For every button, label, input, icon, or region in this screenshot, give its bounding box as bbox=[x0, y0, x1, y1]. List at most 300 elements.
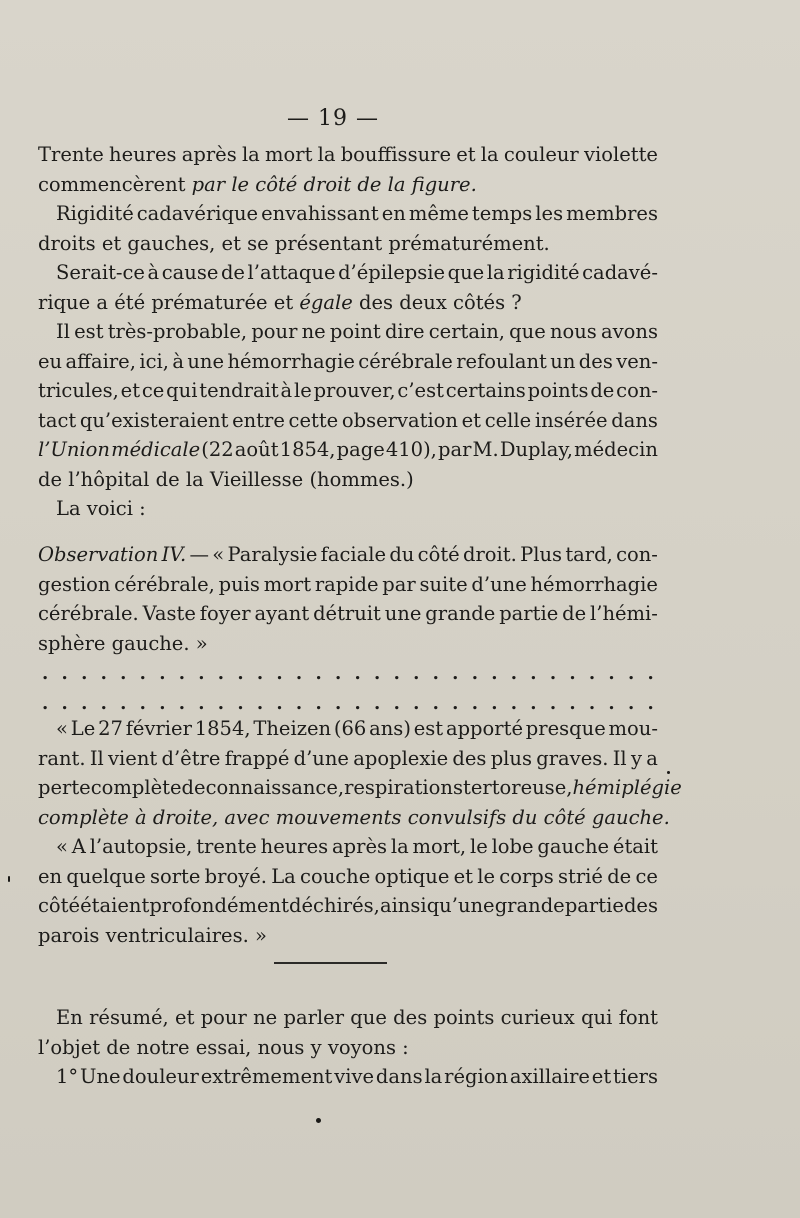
word: ven- bbox=[616, 349, 658, 373]
word: la bbox=[424, 1065, 443, 1088]
word: de bbox=[590, 379, 615, 402]
word: la bbox=[390, 835, 409, 858]
text-line bbox=[38, 803, 670, 833]
word: ne bbox=[253, 1006, 278, 1029]
word: En bbox=[56, 1006, 83, 1029]
word: rant. bbox=[38, 746, 86, 770]
word: droits bbox=[38, 231, 96, 255]
word: et bbox=[456, 143, 476, 166]
ellipsis-dot: . bbox=[276, 663, 283, 684]
word: mort bbox=[263, 572, 312, 596]
word: région bbox=[444, 1065, 509, 1088]
word: et bbox=[453, 864, 474, 888]
word: se bbox=[247, 231, 269, 255]
text-line bbox=[38, 891, 658, 921]
word: tricules, bbox=[38, 379, 119, 402]
word: 1854, bbox=[279, 438, 336, 461]
word: de bbox=[38, 467, 63, 491]
word: gauche bbox=[537, 835, 610, 858]
word: de bbox=[181, 776, 206, 799]
word: (66 bbox=[333, 717, 367, 740]
observation-heading-block bbox=[38, 540, 658, 658]
text-line bbox=[38, 744, 658, 774]
word: stertoreuse, bbox=[452, 776, 573, 799]
word: avec bbox=[224, 805, 270, 829]
word: le bbox=[231, 172, 250, 196]
word: résumé, bbox=[89, 1006, 169, 1029]
ellipsis-dot: . bbox=[374, 692, 381, 714]
ellipsis-dot: . bbox=[354, 692, 361, 714]
word: en bbox=[381, 202, 406, 225]
ellipsis-dot: . bbox=[237, 663, 244, 684]
word: commencèrent bbox=[38, 172, 186, 196]
word: par bbox=[382, 572, 416, 596]
word: cause bbox=[161, 261, 219, 284]
ellipsis-dot: . bbox=[452, 663, 459, 684]
word: Il bbox=[612, 746, 627, 770]
word: cérébrale. bbox=[38, 602, 139, 625]
word: Il bbox=[89, 746, 104, 770]
ellipsis-dot: . bbox=[549, 692, 557, 714]
text-line bbox=[38, 832, 658, 862]
ellipsis-dot: . bbox=[315, 692, 322, 714]
ellipsis-dot: . bbox=[217, 692, 225, 714]
word: entre bbox=[232, 408, 285, 432]
word: d’épilepsie bbox=[338, 261, 446, 284]
word: grande bbox=[425, 602, 496, 625]
word: « bbox=[212, 543, 225, 566]
word: y bbox=[310, 1035, 322, 1059]
word: faciale bbox=[320, 543, 387, 566]
word: IV. bbox=[161, 543, 187, 566]
text-line bbox=[38, 773, 682, 803]
word: étaient bbox=[80, 894, 150, 917]
word: font bbox=[618, 1006, 658, 1029]
word: (22 bbox=[201, 438, 234, 461]
word: des bbox=[393, 1006, 428, 1029]
word: y bbox=[630, 746, 642, 770]
text-line bbox=[38, 376, 658, 406]
ellipsis-dot: . bbox=[198, 692, 205, 714]
word: tendrait bbox=[199, 379, 279, 402]
word: 410), bbox=[385, 438, 437, 461]
page-number: — 19 — bbox=[287, 106, 379, 131]
word: de bbox=[357, 172, 382, 196]
ellipsis-dot: . bbox=[491, 692, 498, 714]
word: la bbox=[387, 172, 406, 196]
word: une bbox=[187, 349, 225, 373]
word: points bbox=[527, 379, 589, 402]
word: Une bbox=[80, 1065, 121, 1088]
word: août bbox=[234, 438, 279, 461]
word: Plus bbox=[520, 543, 563, 566]
ellipsis-dot: . bbox=[334, 663, 342, 684]
word: figure. bbox=[411, 172, 477, 196]
word: corps bbox=[499, 864, 554, 888]
word: égale bbox=[299, 290, 353, 314]
word: à bbox=[147, 261, 160, 284]
word: 1° bbox=[56, 1065, 79, 1088]
text-line bbox=[38, 540, 658, 570]
word: Vieillesse bbox=[209, 467, 304, 491]
ellipsis-dot: . bbox=[256, 663, 264, 684]
word: notre bbox=[136, 1035, 190, 1059]
word: deux bbox=[399, 290, 447, 314]
word: ventriculaires. bbox=[105, 923, 249, 947]
text-line bbox=[38, 140, 658, 170]
word: Duplay, bbox=[499, 438, 573, 461]
word: qu’existeraient bbox=[79, 408, 229, 432]
word: déchirés, bbox=[289, 894, 380, 917]
text-line bbox=[38, 170, 658, 200]
word: et bbox=[461, 408, 482, 432]
ellipsis-dot: . bbox=[393, 692, 400, 714]
word: et bbox=[591, 1065, 612, 1088]
word: de bbox=[106, 1035, 131, 1059]
word: essai, bbox=[195, 1035, 252, 1059]
text-line bbox=[38, 862, 658, 892]
word: envahissant bbox=[261, 202, 379, 225]
word: La bbox=[56, 497, 81, 520]
ellipsis-dot: . bbox=[42, 692, 49, 714]
word: violette bbox=[583, 143, 658, 166]
word: la bbox=[317, 143, 336, 166]
ellipsis-dot: . bbox=[139, 692, 146, 714]
word: à bbox=[172, 349, 184, 373]
ellipsis-dot: . bbox=[354, 663, 361, 684]
text-line bbox=[38, 465, 658, 495]
word: d’une bbox=[293, 746, 349, 770]
word: complète bbox=[38, 805, 129, 829]
word: été bbox=[114, 290, 146, 314]
word: mou- bbox=[608, 717, 658, 740]
word: en bbox=[38, 864, 63, 888]
word: hémiplégie bbox=[572, 776, 682, 799]
word: de bbox=[220, 261, 245, 284]
word: un bbox=[550, 349, 576, 373]
ink-speck bbox=[316, 1118, 321, 1123]
text-line bbox=[38, 229, 658, 259]
word: ici, bbox=[139, 349, 169, 373]
ellipsis-dot: . bbox=[393, 663, 400, 684]
ellipsis-dot: . bbox=[217, 663, 225, 684]
word: certain, bbox=[428, 320, 505, 343]
word: par bbox=[191, 172, 226, 196]
text-line bbox=[38, 1062, 658, 1092]
ellipsis-dot: . bbox=[530, 692, 537, 714]
word: celle bbox=[484, 408, 532, 432]
ellipsis-dot: . bbox=[510, 663, 518, 684]
ellipsis-dot: . bbox=[178, 663, 185, 684]
text-line bbox=[38, 199, 658, 229]
word: Paralysie bbox=[227, 543, 318, 566]
word: ce bbox=[141, 379, 165, 402]
word: gauche. bbox=[591, 805, 670, 829]
word: foyer bbox=[199, 602, 251, 625]
word: les bbox=[535, 202, 564, 225]
word: est bbox=[74, 320, 104, 343]
word: insérée bbox=[534, 408, 608, 432]
word: était bbox=[612, 835, 658, 858]
word: con- bbox=[616, 379, 658, 402]
ellipsis-dot: . bbox=[295, 692, 303, 714]
word: nous bbox=[549, 320, 597, 343]
ellipsis-rows bbox=[38, 659, 658, 718]
text-line bbox=[38, 1003, 658, 1033]
word: février bbox=[125, 717, 192, 740]
word: 1854, bbox=[194, 717, 251, 740]
word: Observation bbox=[38, 543, 159, 566]
word: côtés bbox=[453, 290, 506, 314]
word: côté bbox=[543, 805, 586, 829]
word: à bbox=[135, 805, 147, 829]
word: après bbox=[181, 143, 237, 166]
ellipsis-dot: . bbox=[530, 663, 537, 684]
ellipsis-dot: . bbox=[334, 692, 342, 714]
word: l’hémi- bbox=[590, 602, 658, 625]
word: droit bbox=[303, 172, 352, 196]
word: ce bbox=[635, 864, 658, 888]
word: membres bbox=[566, 202, 658, 225]
word: partie bbox=[564, 894, 624, 917]
word: cadavé- bbox=[582, 261, 658, 284]
ellipsis-dot: . bbox=[120, 692, 127, 714]
word: d’être bbox=[161, 746, 221, 770]
text-line bbox=[38, 258, 658, 288]
ellipsis-dot: . bbox=[647, 663, 654, 684]
word: et bbox=[120, 379, 141, 402]
word: — bbox=[189, 543, 209, 566]
ellipsis-dot: . bbox=[549, 663, 557, 684]
ellipsis-dot: . bbox=[100, 663, 107, 684]
word: l’autopsie, bbox=[89, 835, 193, 858]
text-line bbox=[38, 317, 658, 347]
ellipsis-dot: . bbox=[237, 692, 244, 714]
summary-block bbox=[38, 1003, 658, 1092]
ellipsis-dot: . bbox=[61, 663, 68, 684]
word: Il bbox=[56, 320, 70, 343]
word: que bbox=[509, 320, 546, 343]
word: cérébrale bbox=[358, 349, 453, 373]
text-line bbox=[38, 1033, 658, 1063]
word: prématurée bbox=[151, 290, 268, 314]
word: que bbox=[350, 1006, 387, 1029]
word: plus bbox=[490, 746, 532, 770]
word: très-probable, bbox=[107, 320, 248, 343]
word: grande bbox=[494, 894, 565, 917]
word: mort, bbox=[412, 835, 467, 858]
word: cadavérique bbox=[136, 202, 259, 225]
word: con- bbox=[616, 543, 658, 566]
word: douleur bbox=[122, 1065, 199, 1088]
ellipsis-dot: . bbox=[120, 663, 127, 684]
word: ? bbox=[511, 290, 522, 314]
word: » bbox=[254, 923, 267, 947]
word: dans bbox=[611, 408, 658, 432]
word: affaire, bbox=[65, 349, 136, 373]
word: médecin bbox=[574, 438, 658, 461]
word: droite, bbox=[152, 805, 219, 829]
word: tard, bbox=[565, 543, 613, 566]
word: rapide bbox=[314, 572, 379, 596]
word: respiration bbox=[344, 776, 453, 799]
word: curieux bbox=[500, 1006, 575, 1029]
word: et bbox=[175, 1006, 195, 1029]
word: eu bbox=[38, 349, 63, 373]
text-line bbox=[38, 570, 658, 600]
word: a bbox=[96, 290, 108, 314]
word: de bbox=[607, 864, 632, 888]
word: points bbox=[433, 1006, 495, 1029]
word: presque bbox=[525, 717, 606, 740]
ellipsis-dot: . bbox=[588, 692, 596, 714]
word: côté bbox=[38, 894, 81, 917]
word: parler bbox=[283, 1006, 345, 1029]
word: point bbox=[329, 320, 381, 343]
word: strié bbox=[558, 864, 603, 888]
word: Vaste bbox=[142, 602, 196, 625]
word: Theizen bbox=[253, 717, 332, 740]
word: une bbox=[384, 602, 422, 625]
word: prouver, bbox=[313, 379, 396, 402]
word: connaissance, bbox=[205, 776, 345, 799]
word: (hommes.) bbox=[309, 467, 414, 491]
word: partie bbox=[499, 602, 559, 625]
word: dans bbox=[375, 1065, 423, 1088]
word: tiers bbox=[613, 1065, 658, 1088]
word: : bbox=[402, 1035, 409, 1059]
word: dire bbox=[384, 320, 425, 343]
word: après bbox=[332, 835, 387, 858]
word: axillaire bbox=[509, 1065, 590, 1088]
word: la bbox=[486, 261, 505, 284]
word: l’attaque bbox=[247, 261, 336, 284]
word: de bbox=[155, 467, 180, 491]
word: « bbox=[56, 835, 68, 858]
word: apporté bbox=[445, 717, 523, 740]
word: ainsi bbox=[379, 894, 427, 917]
ellipsis-dot: . bbox=[256, 692, 264, 714]
word: médicale bbox=[111, 438, 201, 461]
word: gauche. bbox=[111, 631, 190, 655]
word: des bbox=[578, 349, 613, 373]
text-line bbox=[38, 406, 658, 436]
word: et bbox=[221, 231, 241, 255]
word: la bbox=[241, 143, 260, 166]
word: La bbox=[271, 864, 296, 888]
word: rique bbox=[38, 290, 91, 314]
ellipsis-dot: . bbox=[588, 663, 596, 684]
word: et bbox=[101, 231, 122, 255]
word: lobe bbox=[491, 835, 534, 858]
word: complète bbox=[90, 776, 182, 799]
word: perte bbox=[38, 776, 91, 799]
word: ayant bbox=[254, 602, 310, 625]
word: droit. bbox=[462, 543, 517, 566]
ellipsis-dot: . bbox=[139, 663, 146, 684]
word: « bbox=[56, 717, 68, 740]
word: des bbox=[623, 894, 658, 917]
word: Le bbox=[70, 717, 96, 740]
word: rigidité bbox=[507, 261, 580, 284]
ellipsis-dot: . bbox=[42, 663, 49, 684]
ellipsis-dot: . bbox=[432, 663, 439, 684]
word: voici bbox=[86, 497, 133, 520]
word: par bbox=[438, 438, 472, 461]
word: prématurément. bbox=[388, 231, 550, 255]
word: ans) bbox=[369, 717, 411, 740]
word: mort bbox=[265, 143, 313, 166]
paragraph-block-1 bbox=[38, 140, 658, 524]
observation-quote-block bbox=[38, 714, 682, 950]
word: vive bbox=[334, 1065, 375, 1088]
word: M. bbox=[472, 438, 499, 461]
ellipsis-dot: . bbox=[432, 692, 439, 714]
word: parois bbox=[38, 923, 100, 947]
word: A bbox=[71, 835, 86, 858]
word: apoplexie bbox=[353, 746, 449, 770]
ellipsis-dot: . bbox=[471, 692, 478, 714]
ellipsis-dot: . bbox=[276, 692, 283, 714]
word: qui bbox=[581, 1006, 613, 1029]
word: extrêmement bbox=[200, 1065, 333, 1088]
word: la bbox=[480, 143, 499, 166]
word: cette bbox=[288, 408, 339, 432]
word: que bbox=[447, 261, 485, 284]
word: quelque bbox=[66, 864, 146, 888]
word: même bbox=[408, 202, 469, 225]
ellipsis-dot: . bbox=[81, 692, 88, 714]
word: le bbox=[469, 835, 488, 858]
word: Serait-ce bbox=[56, 261, 145, 284]
ellipsis-dot: . bbox=[452, 692, 459, 714]
word: puis bbox=[218, 572, 260, 596]
word: hémorrhagie bbox=[530, 572, 658, 596]
word: heures bbox=[260, 835, 329, 858]
word: qui bbox=[166, 379, 198, 402]
word: Rigidité bbox=[56, 202, 134, 225]
word: à bbox=[280, 379, 293, 402]
word: cérébrale, bbox=[114, 572, 215, 596]
text-line bbox=[38, 288, 658, 318]
word: de bbox=[562, 602, 587, 625]
word: tact bbox=[38, 408, 77, 432]
word: ne bbox=[301, 320, 326, 343]
ellipsis-dot: . bbox=[198, 663, 205, 684]
word: trente bbox=[196, 835, 257, 858]
word: couleur bbox=[503, 143, 579, 166]
ellipsis-dot: . bbox=[471, 663, 478, 684]
word: refoulant bbox=[456, 349, 547, 373]
ink-speck bbox=[667, 771, 670, 774]
word: l’hôpital bbox=[68, 467, 150, 491]
word: l’Union bbox=[38, 438, 110, 461]
ellipsis-dot: . bbox=[627, 663, 635, 684]
text-line bbox=[38, 347, 658, 377]
word: du bbox=[389, 543, 415, 566]
word: frappé bbox=[224, 746, 290, 770]
word: broyé. bbox=[204, 864, 267, 888]
word: avons bbox=[601, 320, 658, 343]
word: pour bbox=[200, 1006, 247, 1029]
word: l’objet bbox=[38, 1035, 101, 1059]
word: bouffissure bbox=[340, 143, 451, 166]
word: sphère bbox=[38, 631, 106, 655]
ellipsis-dot: . bbox=[61, 692, 68, 714]
word: a bbox=[646, 746, 658, 770]
ellipsis-dot: . bbox=[510, 692, 518, 714]
word: heures bbox=[109, 143, 177, 166]
